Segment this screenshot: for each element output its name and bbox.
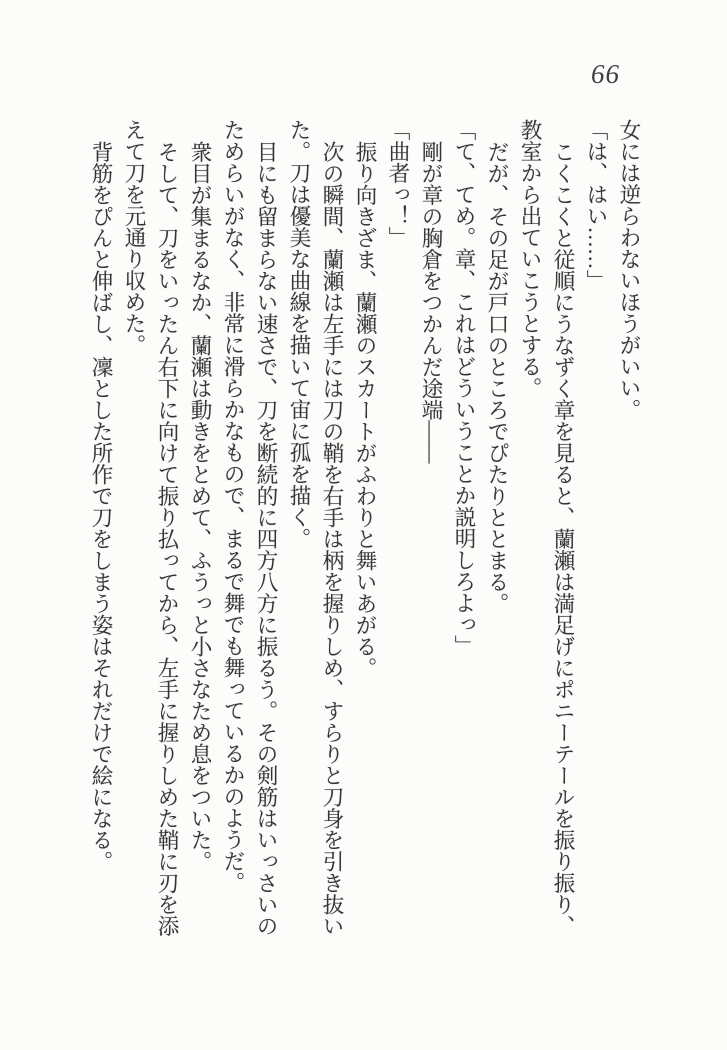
text-line: 振り向きざま、蘭瀬のスカートがふわりと舞いあがる。 [353, 140, 377, 678]
text-line: 「て、てめ。章、これはどういうことか説明しろよっ」 [452, 119, 476, 657]
text-line: 「は、はい……」 [584, 119, 608, 291]
page-number: 66 [591, 59, 620, 89]
text-line: ためらいがなく、非常に滑らかなもので、まるで舞でも舞っているかのようだ。 [221, 119, 245, 893]
text-line: こくこくと従順にうなずく章を見ると、蘭瀬は満足げにポニーテールを振り振り、 [551, 140, 575, 936]
text-line: た。刀は優美な曲線を描いて宙に孤を描く。 [287, 119, 311, 549]
text-line: 剛が章の胸倉をつかんだ途端―― [419, 140, 443, 463]
text-line: そして、刀をいったん右下に向けて振り払ってから、左手に握りしめた鞘に刃を添 [155, 140, 179, 936]
text-line: だが、その足が戸口のところでぴたりととまる。 [485, 140, 509, 614]
text-line: 目にも留まらない速さで、刀を断続的に四方八方に振るう。その剣筋はいっさいの [254, 140, 278, 936]
text-line: 衆目が集まるなか、蘭瀬は動きをとめて、ふうっと小さなため息をついた。 [188, 140, 212, 872]
body-text [84, 119, 645, 941]
text-line: 背筋をぴんと伸ばし、凜とした所作で刀をしまう姿はそれだけで絵になる。 [89, 140, 113, 872]
text-line: 次の瞬間、蘭瀬は左手には刀の鞘を右手は柄を握りしめ、すらりと刀身を引き抜い [320, 140, 344, 936]
text-line: 「曲者っ！」 [386, 119, 410, 248]
text-line: 教室から出ていこうとする。 [518, 119, 542, 399]
text-line: 女には逆らわないほうがいい。 [617, 119, 641, 420]
text-line: えて刀を元通り収めた。 [122, 119, 146, 356]
